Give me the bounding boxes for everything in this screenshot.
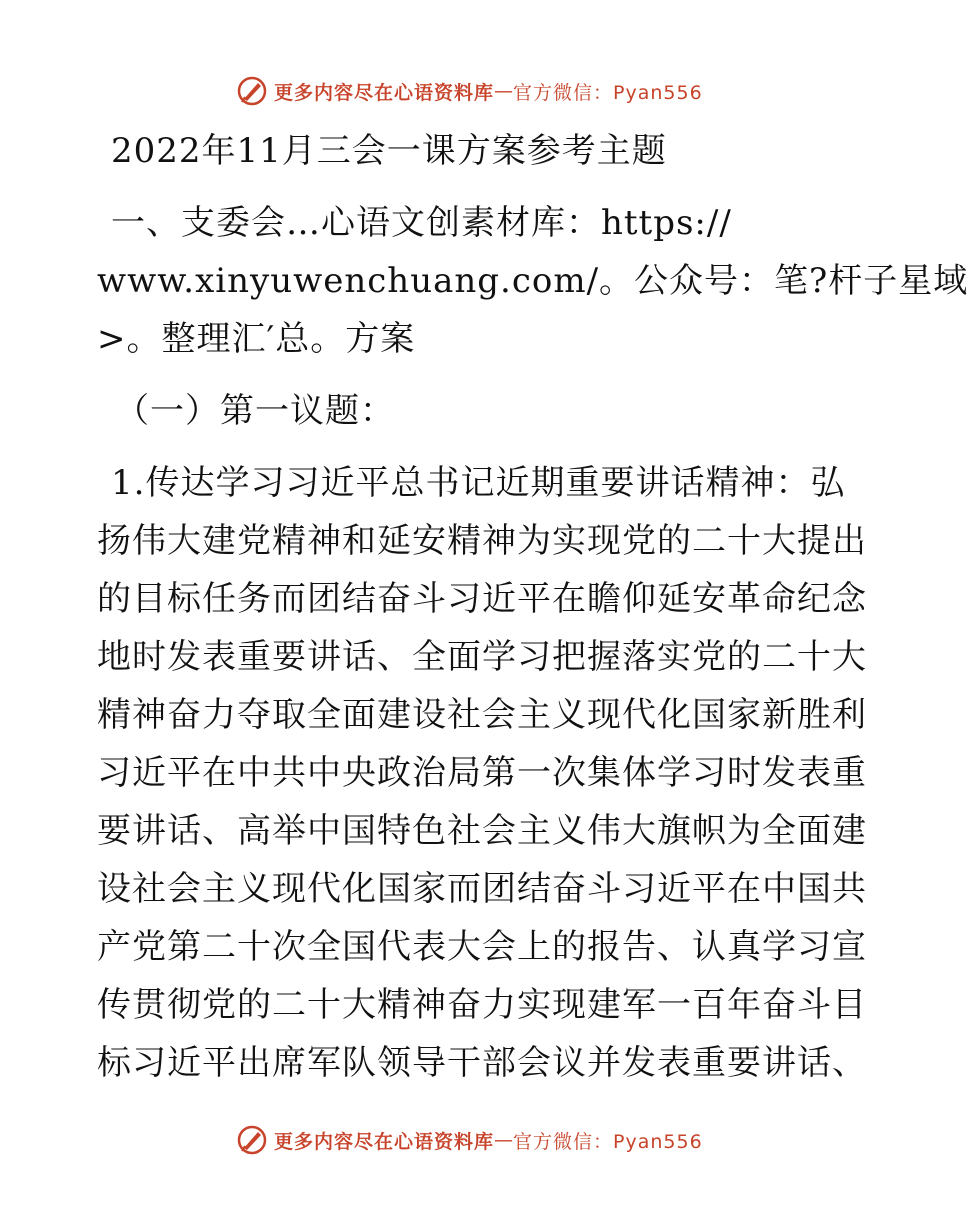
quill-logo-icon: [236, 1124, 268, 1156]
paragraph-line: 精神奋力夺取全面建设社会主义现代化国家新胜利: [97, 695, 867, 735]
paragraph-line: 的目标任务而团结奋斗习近平在瞻仰延安革命纪念: [97, 579, 867, 619]
section-1-line: 一、支委会…心语文创素材库：https://: [111, 203, 732, 243]
watermark-banner-bottom: [236, 1123, 703, 1157]
paragraph-line: 地时发表重要讲话、全面学习把握落实党的二十大: [97, 637, 867, 677]
watermark-brand: 更多内容尽在心语资料库: [274, 1130, 495, 1153]
paragraph-line: 习近平在中共中央政治局第一次集体学习时发表重: [97, 753, 867, 793]
paragraph-line: 要讲话、高举中国特色社会主义伟大旗帜为全面建: [97, 811, 867, 851]
watermark-separator: —: [494, 1129, 514, 1151]
document-title: 2022年11月三会一课方案参考主题: [111, 131, 667, 171]
watermark-contact: 官方微信：Pyan556: [513, 81, 703, 104]
paragraph-line: 产党第二十次全国代表大会上的报告、认真学习宣: [97, 927, 867, 967]
quill-logo-icon: [236, 75, 268, 107]
watermark-banner-top: [236, 74, 703, 108]
section-1-line: www.xinyuwenchuang.com/。公众号：笔?杆子星域: [97, 261, 968, 301]
paragraph-line: 标习近平出席军队领导干部会议并发表重要讲话、: [97, 1043, 867, 1083]
watermark-contact: 官方微信：Pyan556: [513, 1130, 703, 1153]
paragraph-line: 1.传达学习习近平总书记近期重要讲话精神：弘: [111, 463, 846, 503]
section-1-line: >。整理汇′总。方案: [97, 319, 416, 359]
section-1: [97, 194, 968, 368]
watermark-separator: —: [494, 80, 514, 102]
item-1-paragraph: [97, 454, 867, 1092]
document-body: [97, 122, 968, 1092]
watermark-brand: 更多内容尽在心语资料库: [274, 81, 495, 104]
subsection-heading: （一）第一议题：: [115, 391, 395, 431]
paragraph-line: 扬伟大建党精神和延安精神为实现党的二十大提出: [97, 521, 867, 561]
paragraph-line: 设社会主义现代化国家而团结奋斗习近平在中国共: [97, 869, 867, 909]
paragraph-line: 传贯彻党的二十大精神奋力实现建军一百年奋斗目: [97, 985, 867, 1025]
